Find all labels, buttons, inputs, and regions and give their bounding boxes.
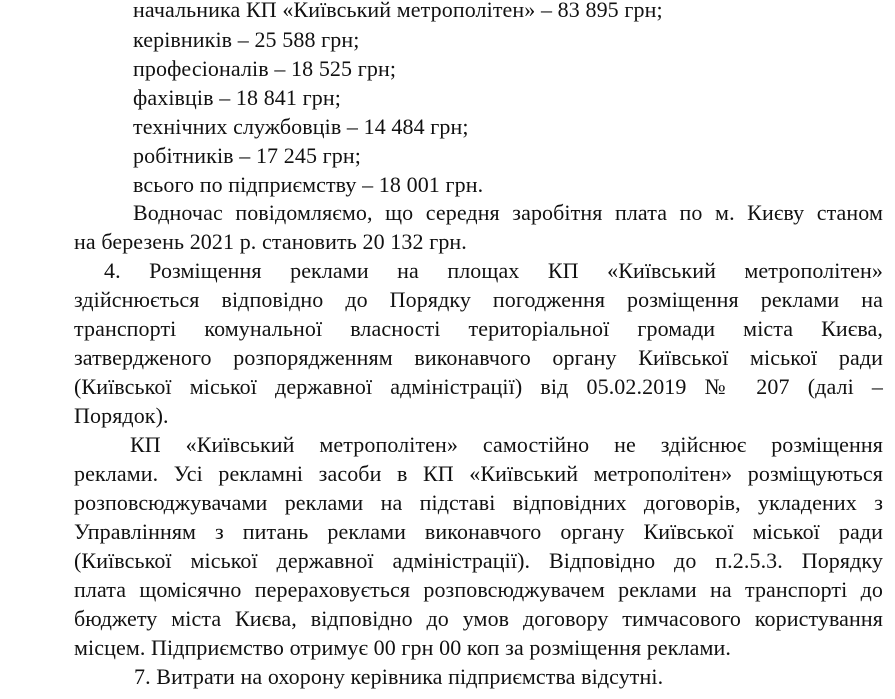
text-line-salary-workers: робітників – 17 245 грн; xyxy=(133,143,361,168)
text-line-salary-head: начальника КП «Київський метрополітен» – 83 895 грн; xyxy=(133,0,663,22)
text-line-salary-specialists: фахівців – 18 841 грн; xyxy=(133,85,341,110)
text-line-advertising: КП «Київський метрополітен» самостійно не здійснює розміщення xyxy=(130,432,883,457)
text-line-paragraph: плата щомісячно перераховується розповсюджувачем реклами на транспорті до xyxy=(74,577,883,602)
text-line-section-4: 4. Розміщення реклами на площах КП «Київський метрополітен» xyxy=(104,258,883,283)
text-line-paragraph: затвердженого розпорядженням виконавчого органу Київської міської ради xyxy=(74,345,883,370)
text-line-paragraph: бюджету міста Києва, відповідно до умов договору тимчасового користування xyxy=(74,606,883,631)
text-line-section-7: 7. Витрати на охорону керівника підприємства відсутні. xyxy=(134,664,664,689)
text-line-paragraph-end: місцем. Підприємство отримує 00 грн 00 коп за розміщення реклами. xyxy=(74,635,731,660)
text-line-paragraph: здійснюється відповідно до Порядку погодження розміщення реклами на xyxy=(74,287,883,312)
text-line-salary-technical: технічних службовців – 14 484 грн; xyxy=(133,114,469,139)
text-line-paragraph: транспорті комунальної власності територіальної громади міста Києва, xyxy=(74,316,883,341)
text-line-paragraph-end: на березень 2021 р. становить 20 132 грн. xyxy=(74,229,467,254)
text-line-salary-total: всього по підприємству – 18 001 грн. xyxy=(133,172,484,197)
text-line-paragraph: (Київської міської державної адміністрації) від 05.02.2019 № 207 (далі – xyxy=(74,374,883,399)
text-line-salary-managers: керівників – 25 588 грн; xyxy=(133,27,360,52)
text-line-paragraph: Управлінням з питань реклами виконавчого органу Київської міської ради xyxy=(74,519,883,544)
text-line-salary-professionals: професіоналів – 18 525 грн; xyxy=(133,56,397,81)
text-line-paragraph-end: Порядок). xyxy=(74,403,169,428)
text-line-paragraph: (Київської міської державної адміністрації). Відповідно до п.2.5.3. Порядку xyxy=(74,548,883,573)
text-line-paragraph: реклами. Усі рекламні засоби в КП «Київський метрополітен» розміщуються xyxy=(74,461,883,486)
text-line-paragraph: розповсюджувачами реклами на підставі відповідних договорів, укладених з xyxy=(74,490,883,515)
text-line-paragraph: Водночас повідомляємо, що середня заробітня плата по м. Києву станом xyxy=(133,200,883,225)
